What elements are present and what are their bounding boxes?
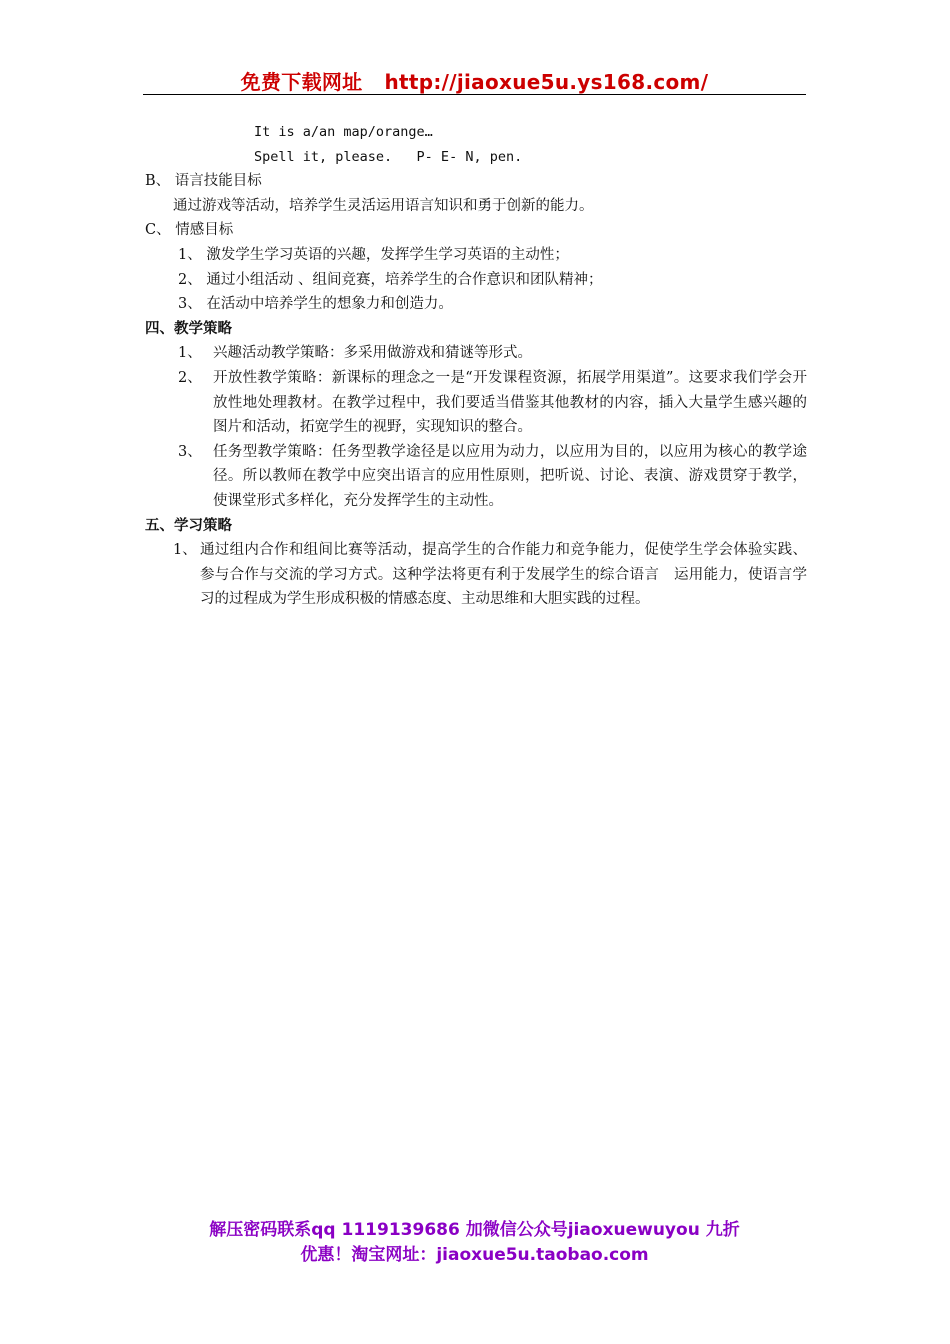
section-c-item: 3、 在活动中培养学生的想象力和创造力。: [178, 296, 453, 313]
item-number: 3、: [178, 443, 202, 460]
section-5-item: [145, 538, 807, 612]
section-4-item: [145, 440, 807, 514]
item-text: 兴趣活动教学策略：多采用做游戏和猜谜等形式。: [213, 345, 532, 362]
section-c-title: C、 情感目标: [145, 222, 234, 239]
header-label: 免费下载网址: [240, 70, 363, 94]
section-4-item: [145, 366, 807, 440]
header-rule: [143, 94, 806, 95]
section-b-text: 通过游戏等活动，培养学生灵活运用语言知识和勇于创新的能力。: [173, 197, 594, 214]
document-body: [145, 120, 807, 612]
page-header: [143, 66, 806, 95]
footer-line-2: 优惠！淘宝网址：jiaoxue5u.taobao.com: [300, 1245, 649, 1265]
section-c-item: 2、 通过小组活动 、组间竞赛，培养学生的合作意识和团队精神；: [178, 271, 603, 288]
footer-line-1: 解压密码联系qq 1119139686 加微信公众号jiaoxuewuyou 九折: [209, 1220, 740, 1240]
item-number: 1、: [173, 542, 197, 559]
item-text: 开放性教学策略：新课标的理念之一是“开发课程资源，拓展学用渠道”。这要求我们学会开放性地处理教材。在教学过程中，我们要适当借鉴其他教材的内容，插入大量学生感兴趣的图片和活动，拓宽学生的视野，实现知识的整合。: [213, 369, 807, 436]
item-number: 1、: [178, 345, 202, 362]
section-4-title: 四、教学策略: [145, 320, 232, 337]
section-4-item: [145, 341, 807, 366]
page-footer: [143, 1218, 806, 1268]
item-text: 任务型教学策略：任务型教学途径是以应用为动力，以应用为目的，以应用为核心的教学途径。所以教师在教学中应突出语言的应用性原则，把听说、讨论、表演、游戏贯穿于教学，使课堂形式多样化，充分发挥学生的主动性。: [213, 443, 807, 509]
section-5-title: 五、学习策略: [145, 517, 232, 534]
item-text: 通过组内合作和组间比赛等活动，提高学生的合作能力和竞争能力，促使学生学会体验实践、参与合作与交流的学习方式。这种学法将更有利于发展学生的综合语言 运用能力，使语言学习的过程成为学生形成积极的情感态度、主动思维和大胆实践的过程。: [200, 542, 807, 608]
code-line-2: Spell it, please. P- E- N, pen.: [254, 148, 523, 165]
section-b-title: B、 语言技能目标: [145, 173, 262, 190]
code-line-1: It is a/an map/orange…: [254, 124, 433, 140]
item-number: 2、: [178, 369, 202, 386]
header-url-link[interactable]: http://jiaoxue5u.ys168.com/: [384, 70, 709, 94]
section-c-item: 1、 激发学生学习英语的兴趣，发挥学生学习英语的主动性；: [178, 246, 569, 263]
